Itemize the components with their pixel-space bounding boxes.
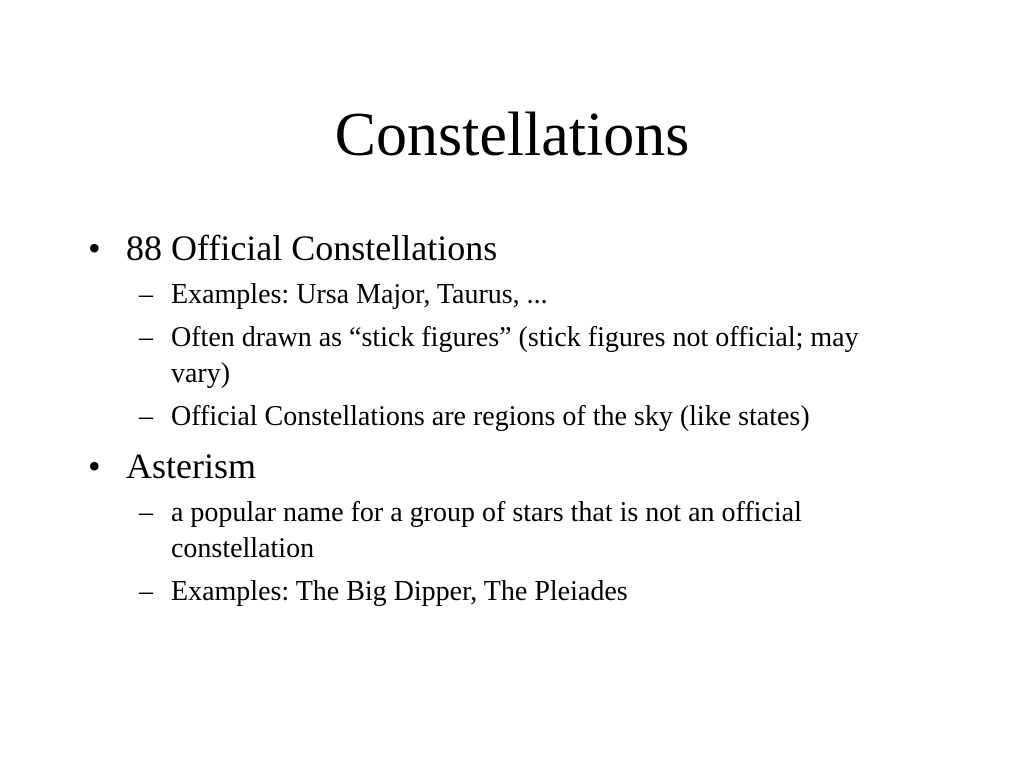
dash-icon: – xyxy=(139,401,153,432)
bullet-text: 88 Official Constellations xyxy=(126,228,498,268)
bullet-icon: • xyxy=(88,228,101,268)
slide-content xyxy=(84,227,884,620)
sub-bullet-list xyxy=(84,495,884,610)
bullet-item-asterism xyxy=(84,445,884,487)
sub-bullet-item xyxy=(84,574,861,610)
sub-bullet-text: Often drawn as “stick figures” (stick figures not official; may vary) xyxy=(171,322,859,389)
bullet-icon: • xyxy=(88,446,101,486)
slide-title: Constellations xyxy=(334,101,690,169)
sub-bullet-item xyxy=(84,399,861,435)
dash-icon: – xyxy=(139,497,153,528)
sub-bullet-text: a popular name for a group of stars that is not an official constellation xyxy=(171,497,802,564)
bullet-text: Asterism xyxy=(126,446,256,486)
dash-icon: – xyxy=(139,279,153,310)
sub-bullet-item xyxy=(84,277,861,313)
sub-bullet-text: Examples: The Big Dipper, The Pleiades xyxy=(171,576,628,607)
sub-bullet-item xyxy=(84,495,861,567)
bullet-item-official-constellations xyxy=(84,227,884,269)
sub-bullet-text: Examples: Ursa Major, Taurus, ... xyxy=(171,279,548,310)
sub-bullet-list xyxy=(84,277,884,435)
dash-icon: – xyxy=(139,322,153,353)
sub-bullet-text: Official Constellations are regions of the sky (like states) xyxy=(171,401,810,432)
dash-icon: – xyxy=(139,576,153,607)
sub-bullet-item xyxy=(84,320,861,392)
